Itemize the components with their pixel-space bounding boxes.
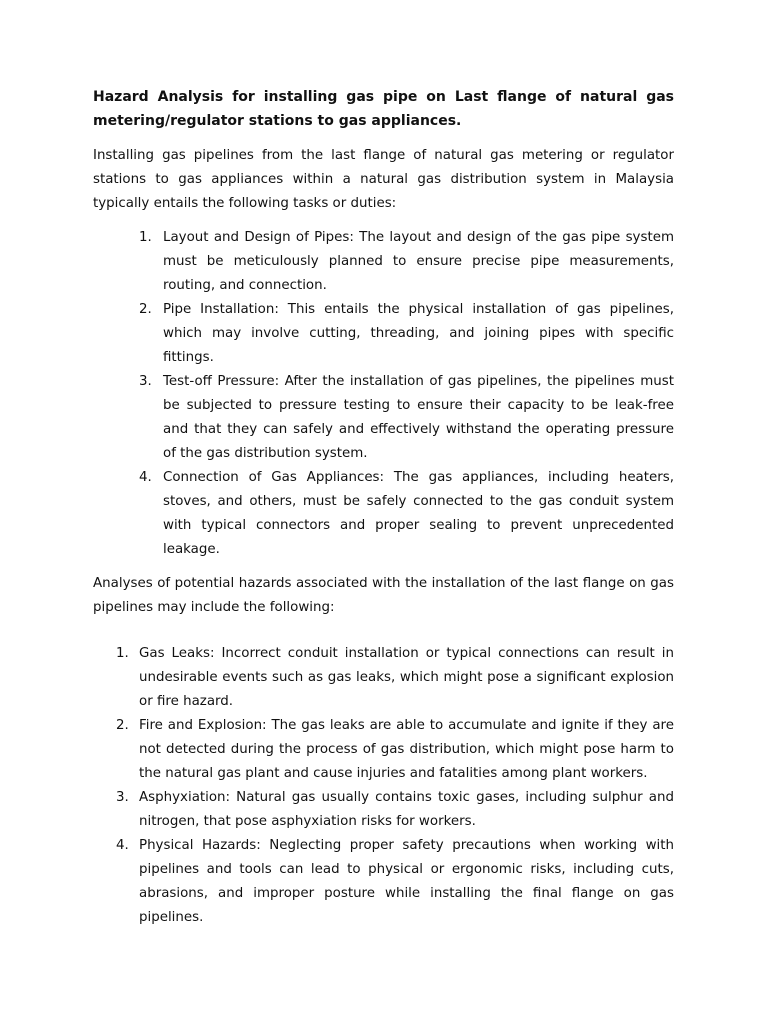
- list-item: [93, 226, 674, 298]
- list-item: [93, 834, 674, 930]
- hazard-list: [93, 642, 674, 930]
- analysis-intro-paragraph: Analyses of potential hazards associated with the installation of the last flange on gas pipelines may include the following:: [93, 576, 674, 615]
- list-item-text: Fire and Explosion: The gas leaks are able to accumulate and ignite if they are not detected during the process of gas distribution, which might pose harm to the natural gas plant and cause injuries and fatalities among plant workers.: [139, 718, 674, 781]
- list-item: [93, 466, 674, 562]
- list-number: 4.: [139, 470, 152, 485]
- list-item: [93, 298, 674, 370]
- document-title: Hazard Analysis for installing gas pipe on Last flange of natural gas metering/regulator stations to gas appliances.: [93, 89, 674, 129]
- intro-paragraph: Installing gas pipelines from the last flange of natural gas metering or regulator stations to gas appliances within a natural gas distribution system in Malaysia typically entails the following tasks or duties:: [93, 148, 674, 211]
- list-item: [93, 642, 674, 714]
- list-item: [93, 714, 674, 786]
- list-item-text: Gas Leaks: Incorrect conduit installation or typical connections can result in undesirable events such as gas leaks, which might pose a significant explosion or fire hazard.: [139, 646, 674, 709]
- list-number: 1.: [139, 230, 152, 245]
- list-item-text: Asphyxiation: Natural gas usually contains toxic gases, including sulphur and nitrogen, that pose asphyxiation risks for workers.: [139, 790, 674, 829]
- list-item-text: Layout and Design of Pipes: The layout and design of the gas pipe system must be meticulously planned to ensure precise pipe measurements, routing, and connection.: [163, 230, 674, 293]
- list-item-text: Connection of Gas Appliances: The gas appliances, including heaters, stoves, and others, must be safely connected to the gas conduit system with typical connectors and proper sealing to prevent unprecedented leakage.: [163, 470, 674, 557]
- document-page: [93, 85, 674, 930]
- list-item-text: Pipe Installation: This entails the physical installation of gas pipelines, which may involve cutting, threading, and joining pipes with specific fittings.: [163, 302, 674, 365]
- list-number: 2.: [116, 718, 129, 733]
- list-item-text: Physical Hazards: Neglecting proper safety precautions when working with pipelines and tools can lead to physical or ergonomic risks, including cuts, abrasions, and improper posture while installing the final flange on gas pipelines.: [139, 838, 674, 925]
- list-number: 3.: [139, 374, 152, 389]
- list-number: 4.: [116, 838, 129, 853]
- list-item: [93, 786, 674, 834]
- list-number: 1.: [116, 646, 129, 661]
- list-item: [93, 370, 674, 466]
- list-number: 3.: [116, 790, 129, 805]
- task-list: [93, 226, 674, 562]
- list-item-text: Test-off Pressure: After the installation of gas pipelines, the pipelines must be subjected to pressure testing to ensure their capacity to be leak-free and that they can safely and effectively withstand the operating pressure of the gas distribution system.: [163, 374, 674, 461]
- list-number: 2.: [139, 302, 152, 317]
